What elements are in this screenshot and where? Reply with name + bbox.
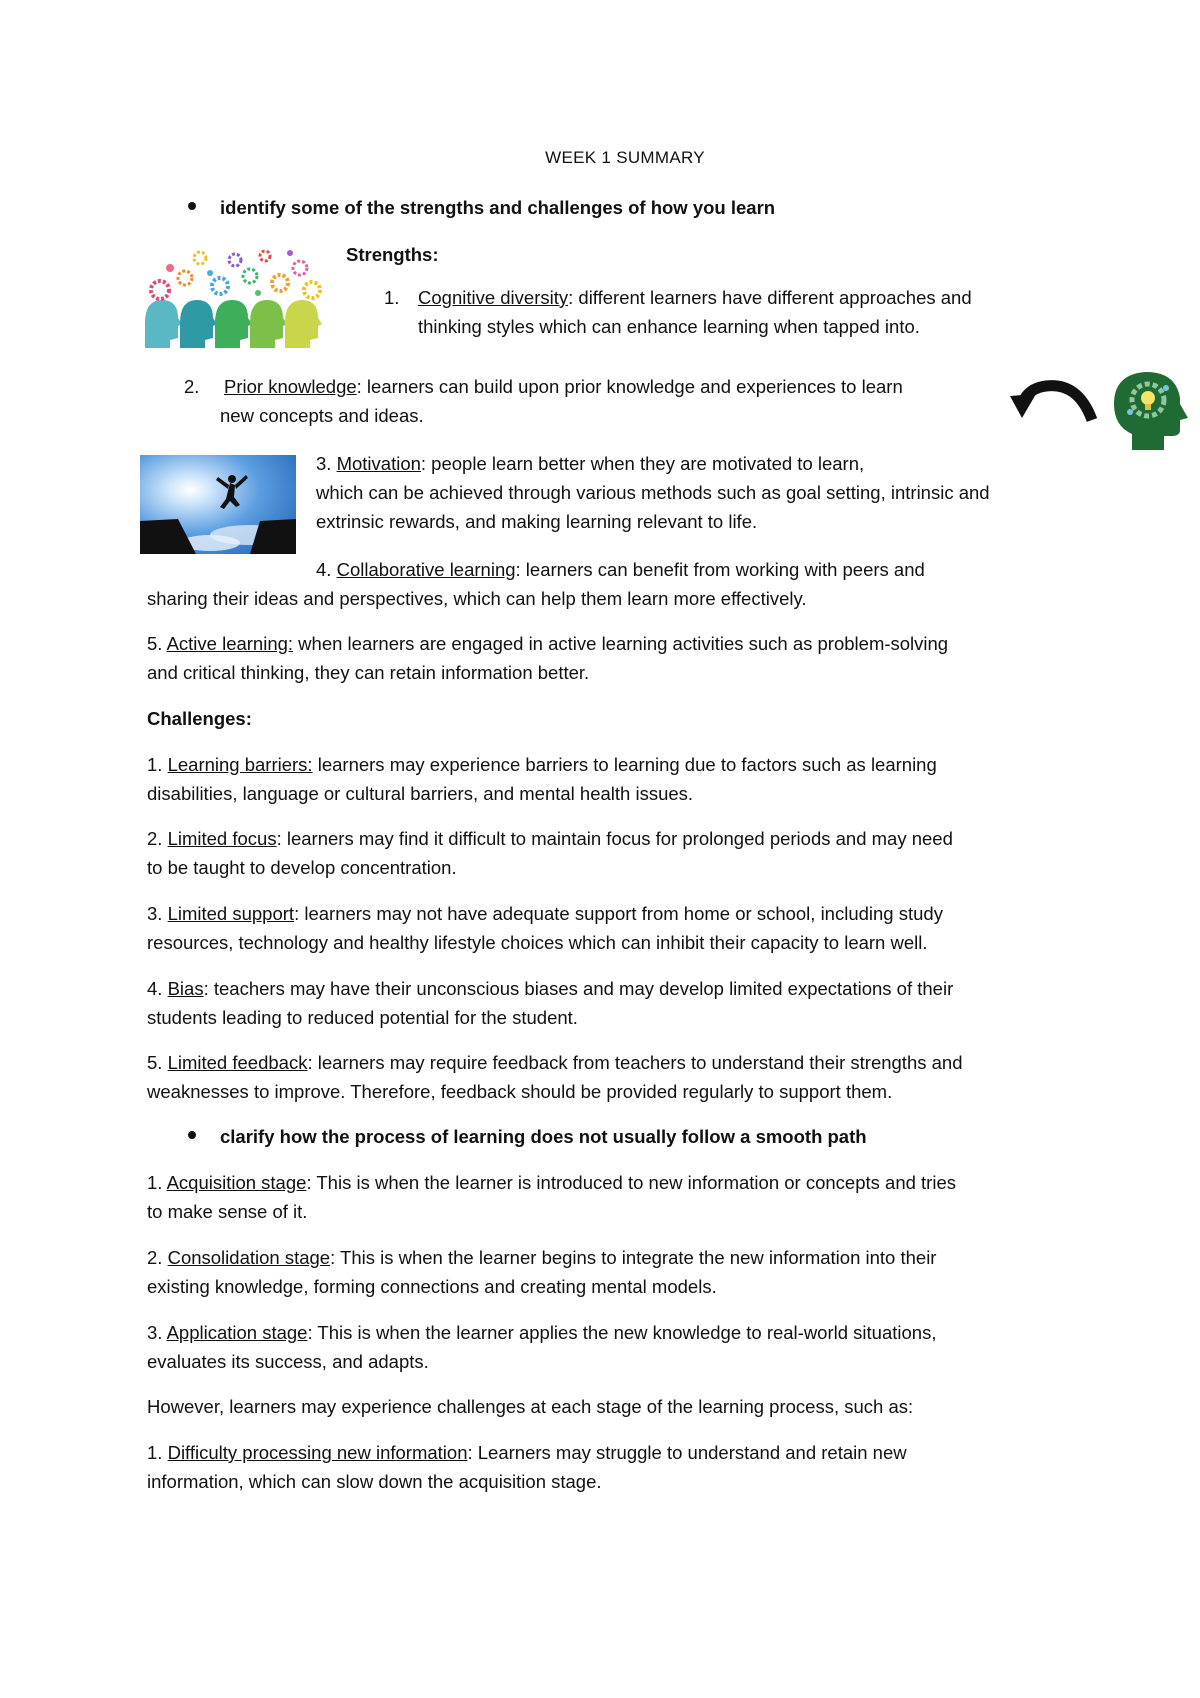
green-head-lightbulb-icon	[1110, 368, 1190, 450]
item-text: : This is when the learner begins to integrate the new information into their	[330, 1247, 937, 1268]
list-number: 3.	[147, 1322, 163, 1343]
term: Limited focus	[167, 828, 277, 849]
item-text: resources, technology and healthy lifestyle choices which can inhibit their capacity to learn well.	[147, 932, 928, 953]
list-item	[147, 1168, 956, 1197]
list-item	[147, 750, 937, 779]
term: Limited support	[167, 903, 295, 924]
list-number: 3.	[316, 453, 332, 474]
item-text: : learners may find it difficult to maintain focus for prolonged periods and may need	[276, 828, 953, 849]
item-text: when learners are engaged in active learning activities such as problem-solving	[293, 633, 949, 654]
list-item	[418, 283, 972, 312]
term: Learning barriers:	[167, 754, 313, 775]
colorful-heads-gears-icon	[140, 238, 326, 348]
item-text: information, which can slow down the acquisition stage.	[147, 1471, 602, 1492]
item-text: to be taught to develop concentration.	[147, 857, 457, 878]
section-heading: clarify how the process of learning does not usually follow a smooth path	[220, 1126, 867, 1147]
list-item	[224, 372, 903, 401]
term: Limited feedback	[167, 1052, 308, 1073]
item-text: to make sense of it.	[147, 1201, 308, 1222]
list-item	[316, 449, 864, 478]
list-number: 1.	[147, 1172, 163, 1193]
item-text: extrinsic rewards, and making learning relevant to life.	[316, 511, 758, 532]
term: Application stage	[166, 1322, 308, 1343]
item-text: evaluates its success, and adapts.	[147, 1351, 429, 1372]
list-item	[316, 555, 925, 584]
paragraph: However, learners may experience challenges at each stage of the learning process, such as:	[147, 1396, 914, 1417]
item-text: new concepts and ideas.	[220, 405, 424, 426]
item-text: existing knowledge, forming connections and creating mental models.	[147, 1276, 717, 1297]
item-text: : people learn better when they are motivated to learn,	[420, 453, 865, 474]
item-text: students leading to reduced potential for the student.	[147, 1007, 578, 1028]
list-number: 2.	[147, 828, 163, 849]
item-text: : learners may require feedback from teachers to understand their strengths and	[307, 1052, 963, 1073]
list-number: 2.	[147, 1247, 163, 1268]
item-text: : teachers may have their unconscious biases and may develop limited expectations of their	[203, 978, 954, 999]
list-item	[147, 899, 943, 928]
list-number: 4.	[147, 978, 163, 999]
term: Collaborative learning	[336, 559, 516, 580]
list-item	[147, 1048, 963, 1077]
list-item	[147, 1318, 936, 1347]
term: Bias	[167, 978, 204, 999]
term: Active learning:	[166, 633, 294, 654]
list-number: 4.	[316, 559, 332, 580]
person-jumping-gap-icon	[140, 455, 296, 554]
list-number: 2.	[184, 376, 200, 397]
item-text: : different learners have different approaches and	[568, 287, 972, 308]
item-text: which can be achieved through various methods such as goal setting, intrinsic and	[316, 482, 990, 503]
list-number: 1.	[147, 1442, 163, 1463]
list-item	[147, 974, 953, 1003]
list-item	[147, 1438, 907, 1467]
page-title: WEEK 1 SUMMARY	[545, 148, 705, 167]
bullet-point	[188, 202, 196, 210]
item-text: disabilities, language or cultural barriers, and mental health issues.	[147, 783, 694, 804]
item-text: : learners may not have adequate support from home or school, including study	[294, 903, 943, 924]
challenges-heading: Challenges:	[147, 708, 252, 729]
item-text: thinking styles which can enhance learning when tapped into.	[418, 316, 920, 337]
item-text: sharing their ideas and perspectives, which can help them learn more effectively.	[147, 588, 807, 609]
list-number: 5.	[147, 1052, 163, 1073]
list-number: 1.	[147, 754, 163, 775]
curved-arrow-icon	[1008, 374, 1098, 430]
list-number: 5.	[147, 633, 163, 654]
item-text: : This is when the learner applies the new knowledge to real-world situations,	[307, 1322, 937, 1343]
item-text: and critical thinking, they can retain information better.	[147, 662, 590, 683]
item-text: : learners can benefit from working with peers and	[515, 559, 925, 580]
term: Prior knowledge	[224, 376, 357, 397]
section-heading: identify some of the strengths and challenges of how you learn	[220, 197, 776, 218]
term: Consolidation stage	[167, 1247, 331, 1268]
list-item	[147, 824, 953, 853]
bullet-point	[188, 1131, 196, 1139]
item-text: learners may experience barriers to learning due to factors such as learning	[312, 754, 937, 775]
item-text: : This is when the learner is introduced to new information or concepts and tries	[306, 1172, 956, 1193]
list-item	[147, 629, 948, 658]
term: Difficulty processing new information	[167, 1442, 468, 1463]
item-text: : learners can build upon prior knowledge and experiences to learn	[356, 376, 903, 397]
item-text: weaknesses to improve. Therefore, feedback should be provided regularly to support them.	[147, 1081, 893, 1102]
list-number: 1.	[384, 287, 400, 308]
term: Cognitive diversity	[418, 287, 569, 308]
term: Motivation	[336, 453, 421, 474]
list-number: 3.	[147, 903, 163, 924]
list-item	[147, 1243, 936, 1272]
item-text: : Learners may struggle to understand and retain new	[467, 1442, 907, 1463]
term: Acquisition stage	[166, 1172, 307, 1193]
strengths-heading: Strengths:	[346, 244, 439, 265]
